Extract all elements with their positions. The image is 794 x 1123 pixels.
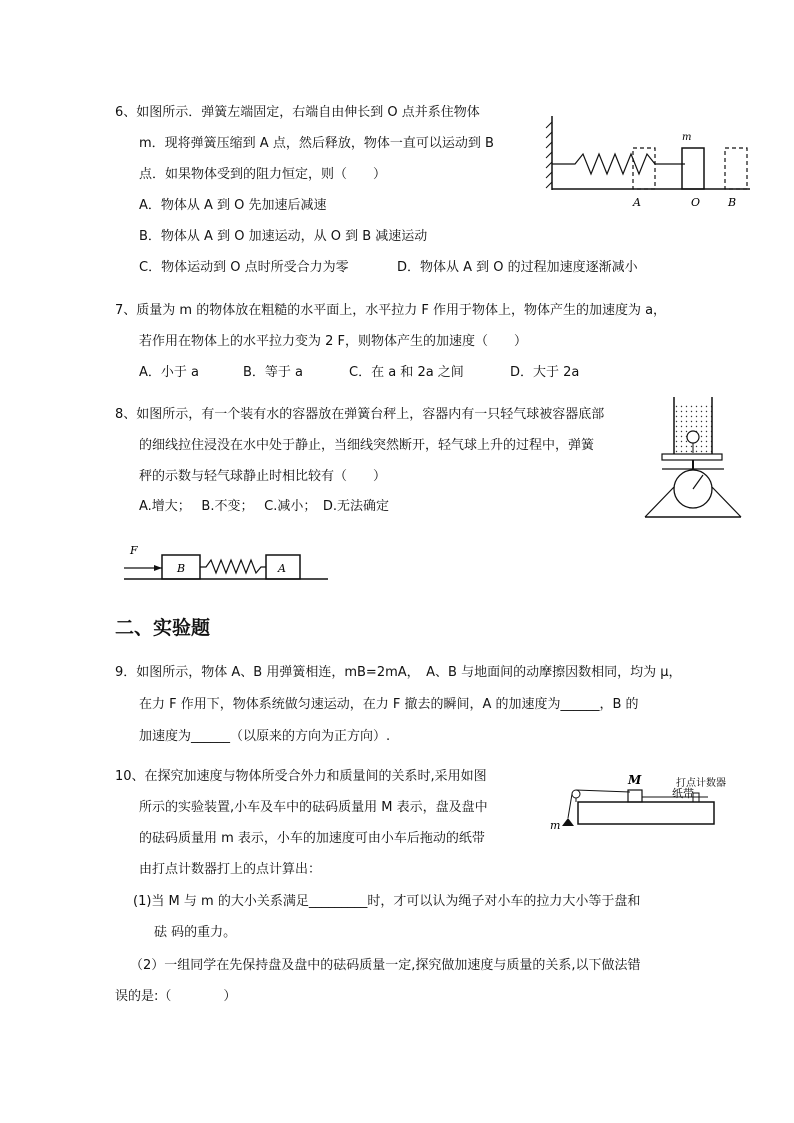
q6-option-a: A．物体从 A 到 O 先加速后减速 — [139, 198, 327, 213]
q9-line1: 9．如图所示，物体 A、B 用弹簧相连，mB=2mA， A、B 与地面间的动摩擦因数相同，均为 μ， — [115, 665, 682, 680]
q6-line1: 6、如图所示．弹簧左端固定，右端自由伸长到 O 点并系住物体 — [115, 105, 480, 120]
q6-line3: 点．如果物体受到的阻力恒定，则（ ） — [139, 167, 387, 182]
q7-option-c: C．在 a 和 2a 之间 — [349, 365, 464, 380]
q6-fig-label-b: B — [728, 196, 737, 209]
q6-fig-label-a: A — [633, 196, 641, 209]
q10-sub1-line2: 砝 码的重力。 — [154, 925, 237, 940]
q9-fig-label-a: A — [278, 562, 286, 575]
q7-option-d: D．大于 2a — [510, 365, 580, 380]
q7-option-b: B．等于 a — [243, 365, 304, 380]
q10-line1: 10、在探究加速度与物体所受合外力和质量间的关系时,采用如图 — [115, 769, 487, 784]
q10-sub1-line1: (1)当 M 与 m 的大小关系满足_________时，才可以认为绳子对小车的拉力大小等于盘和 — [133, 894, 641, 909]
q9-line3: 加速度为______（以原来的方向为正方向）. — [139, 729, 391, 744]
q10-line4: 由打点计数器打上的点计算出： — [139, 862, 322, 877]
q7-line2: 若作用在物体上的水平拉力变为 2 F，则物体产生的加速度（ ） — [139, 334, 528, 349]
q10-line3: 的砝码质量用 m 表示，小车的加速度可由小车后拖动的纸带 — [139, 831, 485, 846]
q10-fig-label-tray: m — [550, 819, 561, 832]
q8-options: A.增大； B.不变； C.减小； D.无法确定 — [139, 499, 389, 514]
q9-figure — [118, 540, 333, 585]
q8-line2: 的细线拉住浸没在水中处于静止，当细线突然断开，轻气球上升的过程中，弹簧 — [139, 438, 595, 453]
q7-option-a: A．小于 a — [139, 365, 199, 380]
q6-line2: m．现将弹簧压缩到 A 点，然后释放，物体一直可以运动到 B — [139, 136, 494, 151]
section-title: 二、实验题 — [115, 617, 211, 639]
q6-option-c: C．物体运动到 O 点时所受合力为零 — [139, 260, 349, 275]
q6-fig-label-m: m — [682, 132, 692, 143]
q6-option-d: D．物体从 A 到 O 的过程加速度逐渐减小 — [397, 260, 638, 275]
q9-line2: 在力 F 作用下，物体系统做匀速运动，在力 F 撤去的瞬间，A 的加速度为______，B 的 — [139, 697, 639, 712]
q10-fig-label-timer: 打点计数器 — [676, 778, 726, 789]
q10-fig-label-cart: M — [628, 773, 642, 787]
q10-apparatus-figure — [548, 772, 763, 834]
q6-fig-label-o: O — [691, 196, 701, 209]
q10-sub2-line2: 误的是:（ ） — [115, 989, 237, 1004]
q8-scale-figure — [640, 395, 770, 525]
q10-sub2-line1: （2）一组同学在先保持盘及盘中的砝码质量一定,探究做加速度与质量的关系,以下做法错 — [130, 958, 641, 973]
q10-fig-label-tape: 纸带 — [672, 787, 694, 800]
q6-spring-figure — [545, 112, 755, 212]
q9-fig-label-f: F — [130, 544, 138, 557]
q8-line1: 8、如图所示，有一个装有水的容器放在弹簧台秤上，容器内有一只轻气球被容器底部 — [115, 407, 605, 422]
q7-line1: 7、质量为 m 的物体放在粗糙的水平面上，水平拉力 F 作用于物体上，物体产生的加速度为 a， — [115, 303, 667, 318]
q8-line3: 秤的示数与轻气球静止时相比较有（ ） — [139, 469, 387, 484]
q10-line2: 所示的实验装置,小车及车中的砝码质量用 M 表示，盘及盘中 — [139, 800, 488, 815]
q6-option-b: B．物体从 A 到 O 加速运动，从 O 到 B 减速运动 — [139, 229, 428, 244]
q9-fig-label-b: B — [177, 562, 186, 575]
